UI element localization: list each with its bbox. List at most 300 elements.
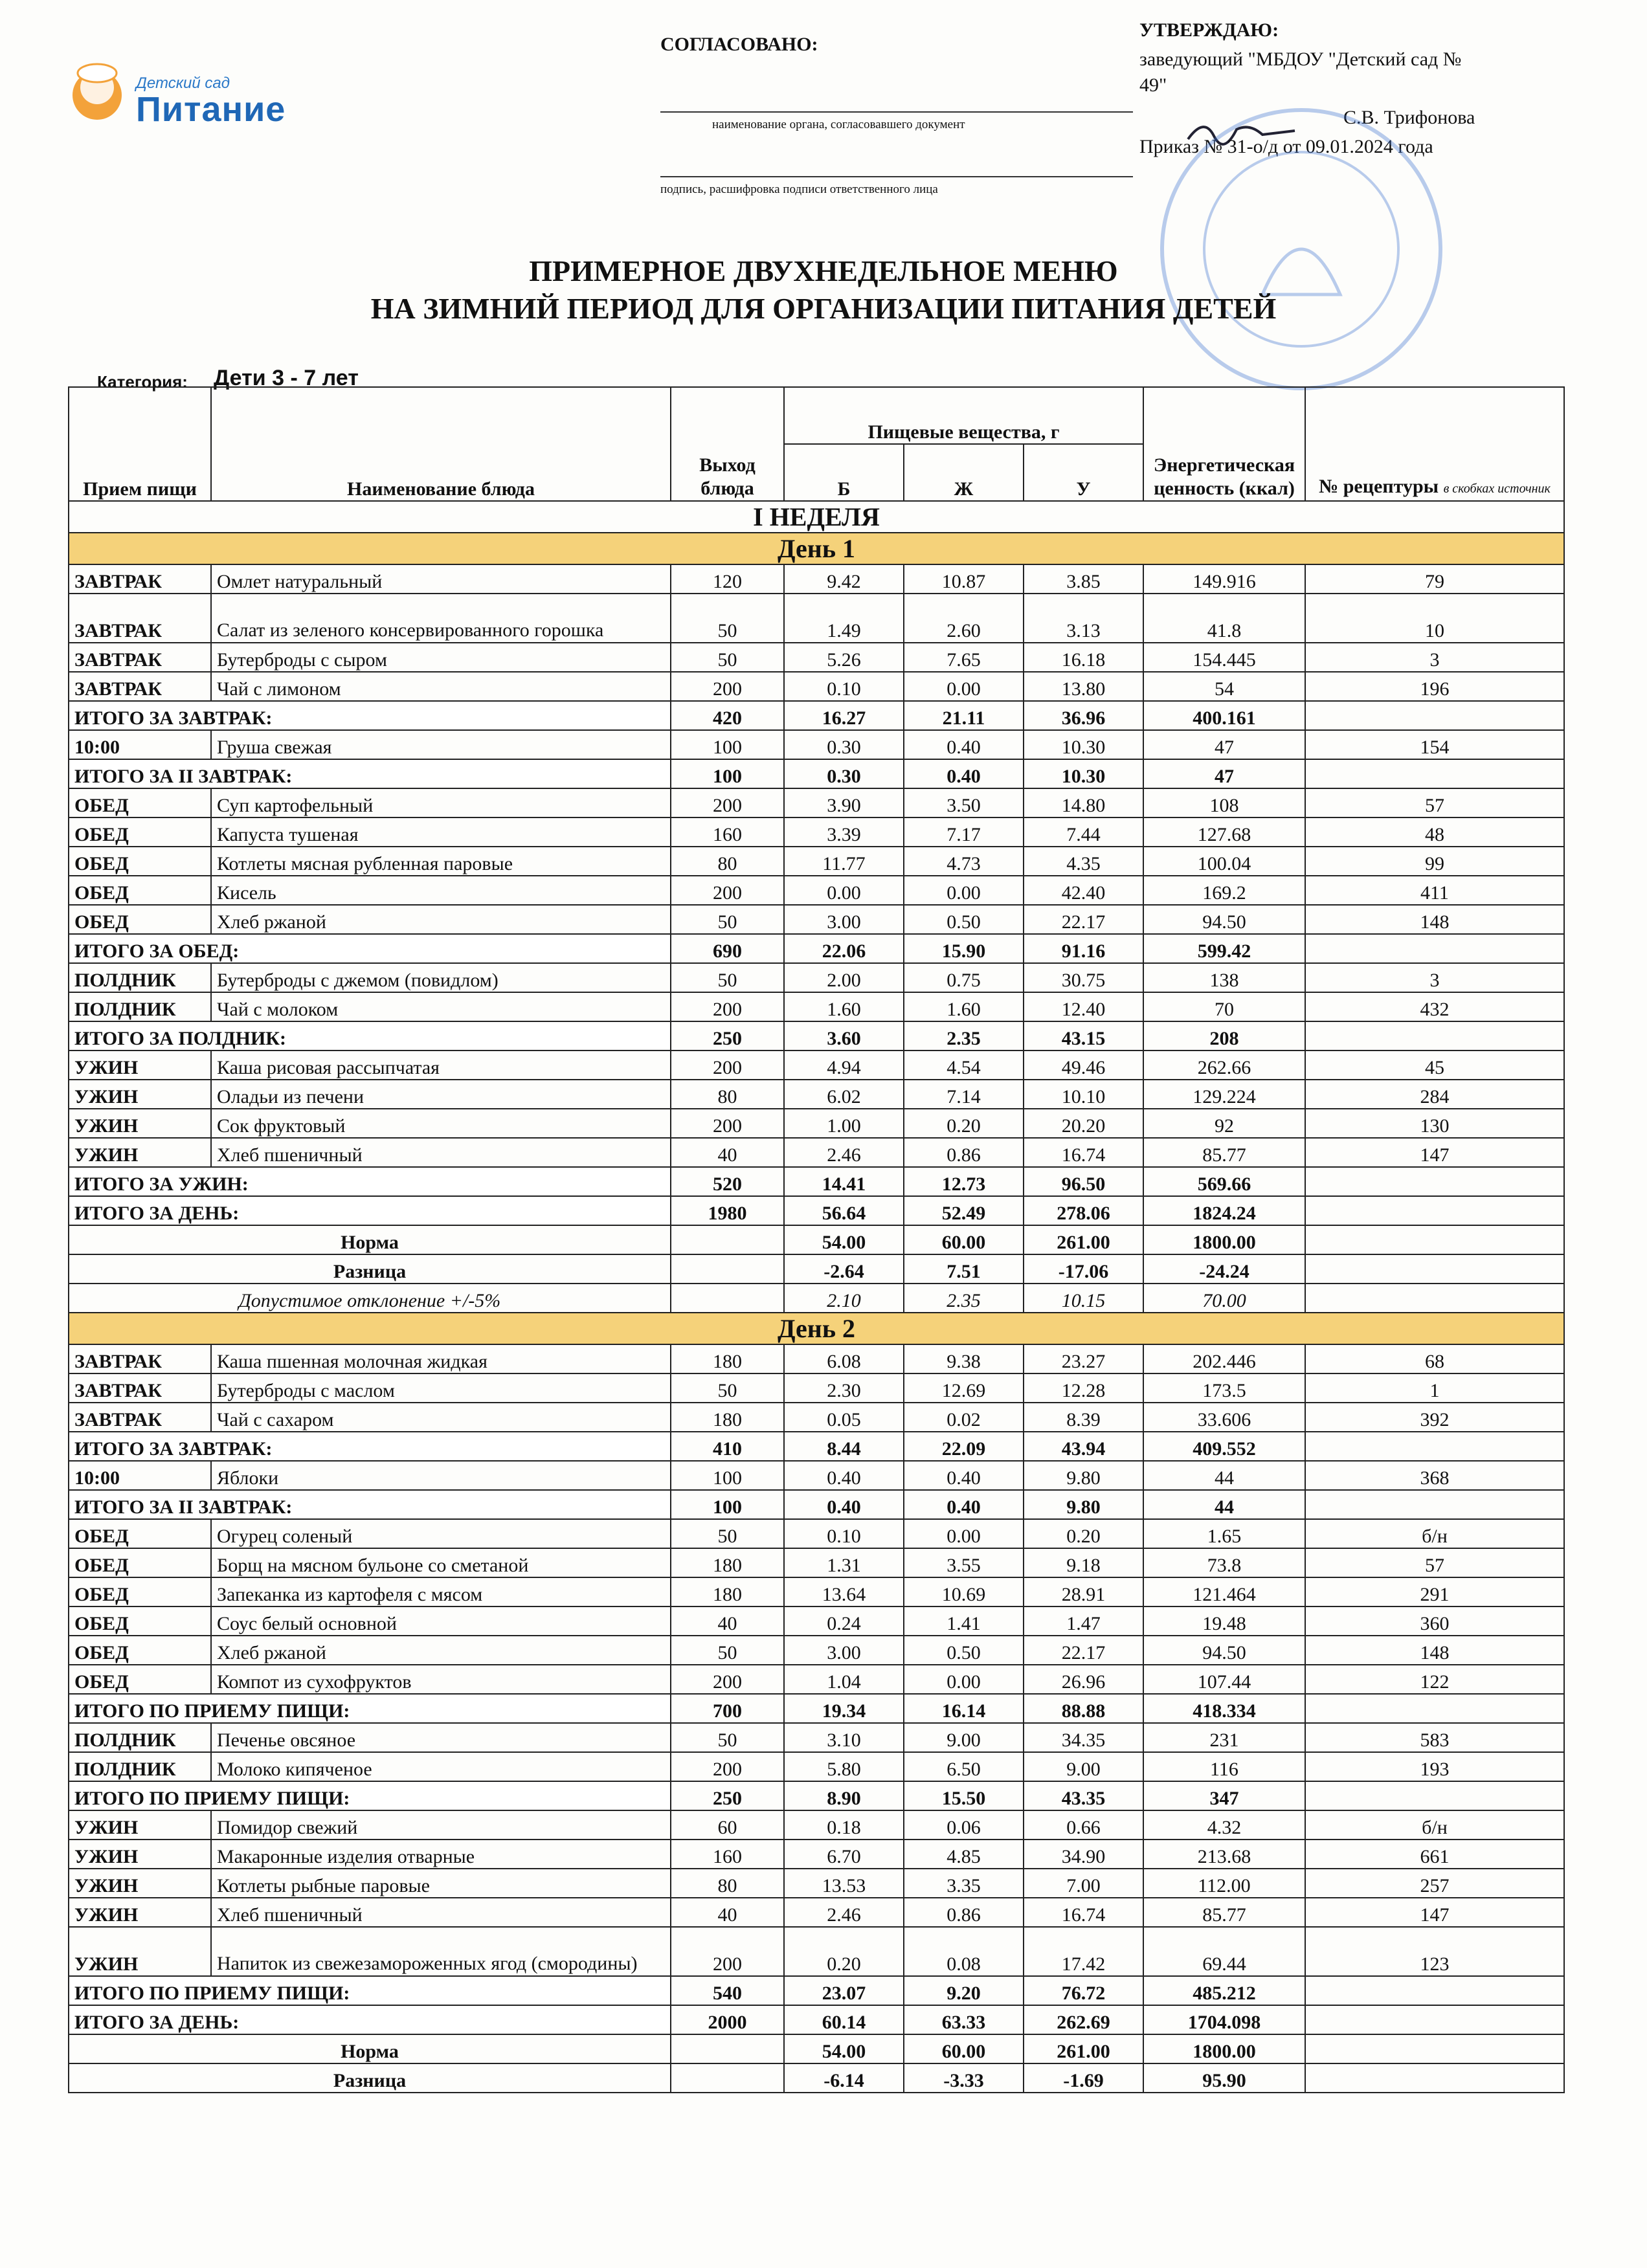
meal-type: ПОЛДНИК: [69, 1723, 211, 1752]
value-e: 1800.00: [1143, 2034, 1305, 2063]
value-out: 540: [671, 1976, 784, 2005]
value-r: [1305, 1694, 1564, 1723]
meal-type: ОБЕД: [69, 847, 211, 876]
value-e: 73.8: [1143, 1548, 1305, 1577]
value-b: 0.18: [784, 1810, 904, 1840]
col-recipe: [1305, 387, 1564, 501]
meal-type: УЖИН: [69, 1898, 211, 1927]
day-row: [69, 533, 1564, 564]
value-r: 411: [1305, 876, 1564, 905]
value-e: 1800.00: [1143, 1225, 1305, 1254]
norm-row: [69, 2034, 1564, 2063]
value-zh: 2.60: [904, 594, 1024, 643]
value-b: 11.77: [784, 847, 904, 876]
value-u: 9.80: [1024, 1461, 1143, 1490]
value-zh: 0.20: [904, 1109, 1024, 1138]
meal-type: ЗАВТРАК: [69, 1373, 211, 1403]
value-out: 180: [671, 1577, 784, 1606]
value-out: 700: [671, 1694, 784, 1723]
value-u: 16.18: [1024, 643, 1143, 672]
value-u: -17.06: [1024, 1254, 1143, 1284]
value-e: 400.161: [1143, 701, 1305, 730]
value-out: 120: [671, 564, 784, 594]
table-row: [69, 1723, 1564, 1752]
value-zh: 9.38: [904, 1344, 1024, 1373]
value-e: 138: [1143, 963, 1305, 992]
value-b: 3.00: [784, 905, 904, 934]
day-title: День 1: [69, 533, 1564, 564]
value-zh: 7.14: [904, 1080, 1024, 1109]
agreed-line-2: [660, 176, 1133, 177]
value-e: 108: [1143, 788, 1305, 817]
value-u: 8.39: [1024, 1403, 1143, 1432]
total-label: ИТОГО ЗА ДЕНЬ:: [69, 1196, 671, 1225]
value-zh: 0.00: [904, 672, 1024, 701]
value-u: 16.74: [1024, 1898, 1143, 1927]
value-r: 57: [1305, 788, 1564, 817]
dish-name: Компот из сухофруктов: [211, 1665, 671, 1694]
value-e: 92: [1143, 1109, 1305, 1138]
table-row: [69, 963, 1564, 992]
value-e: 85.77: [1143, 1138, 1305, 1167]
value-out: 180: [671, 1548, 784, 1577]
dish-name: Макаронные изделия отварные: [211, 1840, 671, 1869]
dish-name: Котлеты рыбные паровые: [211, 1869, 671, 1898]
table-row: [69, 1752, 1564, 1781]
value-zh: 4.73: [904, 847, 1024, 876]
value-e: 4.32: [1143, 1810, 1305, 1840]
dish-name: Котлеты мясная рубленная паровые: [211, 847, 671, 876]
total-row: [69, 2005, 1564, 2034]
value-zh: 1.41: [904, 1606, 1024, 1636]
value-out: 100: [671, 1490, 784, 1519]
value-e: 112.00: [1143, 1869, 1305, 1898]
meal-type: ОБЕД: [69, 817, 211, 847]
value-zh: 2.35: [904, 1021, 1024, 1051]
value-e: 100.04: [1143, 847, 1305, 876]
value-u: 36.96: [1024, 701, 1143, 730]
value-zh: 0.40: [904, 1461, 1024, 1490]
value-r: б/н: [1305, 1519, 1564, 1548]
value-r: 154: [1305, 730, 1564, 759]
value-b: 3.00: [784, 1636, 904, 1665]
value-e: 1704.098: [1143, 2005, 1305, 2034]
meal-type: ЗАВТРАК: [69, 564, 211, 594]
value-e: 409.552: [1143, 1432, 1305, 1461]
value-r: 291: [1305, 1577, 1564, 1606]
norm-row: [69, 1254, 1564, 1284]
dish-name: Запеканка из картофеля с мясом: [211, 1577, 671, 1606]
dish-name: Чай с молоком: [211, 992, 671, 1021]
value-u: 278.06: [1024, 1196, 1143, 1225]
value-out: [671, 2063, 784, 2093]
value-u: 7.44: [1024, 817, 1143, 847]
value-b: 1.04: [784, 1665, 904, 1694]
value-u: 3.85: [1024, 564, 1143, 594]
value-out: 2000: [671, 2005, 784, 2034]
value-r: 79: [1305, 564, 1564, 594]
dish-name: Каша рисовая рассыпчатая: [211, 1051, 671, 1080]
approve-heading: УТВЕРЖДАЮ:: [1139, 19, 1279, 41]
value-u: 34.90: [1024, 1840, 1143, 1869]
value-e: 85.77: [1143, 1898, 1305, 1927]
table-row: [69, 847, 1564, 876]
norm-label: Норма: [69, 2034, 671, 2063]
table-row: [69, 1519, 1564, 1548]
value-out: 50: [671, 1636, 784, 1665]
total-label: ИТОГО ЗА ПОЛДНИК:: [69, 1021, 671, 1051]
value-u: 49.46: [1024, 1051, 1143, 1080]
value-out: 80: [671, 847, 784, 876]
table-row: [69, 564, 1564, 594]
value-e: 169.2: [1143, 876, 1305, 905]
value-e: 33.606: [1143, 1403, 1305, 1432]
value-out: 250: [671, 1781, 784, 1810]
agreed-caption-1: наименование органа, согласовавшего документ: [712, 118, 965, 131]
table-row: [69, 1080, 1564, 1109]
value-zh: 7.17: [904, 817, 1024, 847]
table-row: [69, 905, 1564, 934]
agreed-caption-2: подпись, расшифровка подписи ответственного лица: [660, 183, 938, 196]
value-b: 2.00: [784, 963, 904, 992]
value-zh: 3.50: [904, 788, 1024, 817]
table-row: [69, 1403, 1564, 1432]
value-e: 70: [1143, 992, 1305, 1021]
value-b: 56.64: [784, 1196, 904, 1225]
total-label: ИТОГО ЗА II ЗАВТРАК:: [69, 1490, 671, 1519]
value-u: 1.47: [1024, 1606, 1143, 1636]
meal-type: ПОЛДНИК: [69, 992, 211, 1021]
value-u: 261.00: [1024, 1225, 1143, 1254]
value-zh: 60.00: [904, 1225, 1024, 1254]
total-row: [69, 1976, 1564, 2005]
table-row: [69, 643, 1564, 672]
value-zh: 63.33: [904, 2005, 1024, 2034]
approve-line-2: 49": [1139, 74, 1167, 96]
value-u: 262.69: [1024, 2005, 1143, 2034]
table-row: [69, 1840, 1564, 1869]
value-r: 3: [1305, 963, 1564, 992]
table-row: [69, 817, 1564, 847]
meal-type: ОБЕД: [69, 1519, 211, 1548]
value-b: 19.34: [784, 1694, 904, 1723]
value-u: 10.15: [1024, 1284, 1143, 1313]
value-r: 661: [1305, 1840, 1564, 1869]
page-title-line-1: ПРИМЕРНОЕ ДВУХНЕДЕЛЬНОЕ МЕНЮ: [529, 254, 1118, 287]
value-b: 6.02: [784, 1080, 904, 1109]
menu-table: [68, 386, 1565, 2093]
table-row: [69, 730, 1564, 759]
total-row: [69, 759, 1564, 788]
value-r: 147: [1305, 1138, 1564, 1167]
value-u: 34.35: [1024, 1723, 1143, 1752]
value-e: 1.65: [1143, 1519, 1305, 1548]
value-e: 1824.24: [1143, 1196, 1305, 1225]
value-r: [1305, 701, 1564, 730]
value-u: 96.50: [1024, 1167, 1143, 1196]
col-meal: Прием пищи: [69, 387, 211, 501]
value-b: 13.53: [784, 1869, 904, 1898]
table-row: [69, 1461, 1564, 1490]
value-r: 193: [1305, 1752, 1564, 1781]
table-row: [69, 992, 1564, 1021]
value-r: 360: [1305, 1606, 1564, 1636]
value-e: 69.44: [1143, 1927, 1305, 1976]
meal-type: ЗАВТРАК: [69, 1344, 211, 1373]
value-b: 1.49: [784, 594, 904, 643]
meal-type: ОБЕД: [69, 1548, 211, 1577]
dish-name: Салат из зеленого консервированного горошка: [211, 594, 671, 643]
value-r: 122: [1305, 1665, 1564, 1694]
value-u: 0.20: [1024, 1519, 1143, 1548]
value-e: 154.445: [1143, 643, 1305, 672]
value-r: б/н: [1305, 1810, 1564, 1840]
value-u: 9.00: [1024, 1752, 1143, 1781]
deviation-row: [69, 1284, 1564, 1313]
dish-name: Бутерброды с джемом (повидлом): [211, 963, 671, 992]
value-out: 1980: [671, 1196, 784, 1225]
value-out: 40: [671, 1606, 784, 1636]
meal-type: УЖИН: [69, 1927, 211, 1976]
total-label: ИТОГО ЗА ЗАВТРАК:: [69, 701, 671, 730]
value-out: 200: [671, 1927, 784, 1976]
total-row: [69, 1196, 1564, 1225]
value-zh: 21.11: [904, 701, 1024, 730]
meal-type: УЖИН: [69, 1810, 211, 1840]
value-r: [1305, 1976, 1564, 2005]
value-u: 10.30: [1024, 730, 1143, 759]
value-b: -2.64: [784, 1254, 904, 1284]
value-out: 690: [671, 934, 784, 963]
value-r: [1305, 2034, 1564, 2063]
meal-type: УЖИН: [69, 1869, 211, 1898]
value-out: [671, 1225, 784, 1254]
value-out: [671, 2034, 784, 2063]
value-e: 208: [1143, 1021, 1305, 1051]
value-r: 432: [1305, 992, 1564, 1021]
value-r: 123: [1305, 1927, 1564, 1976]
value-out: 200: [671, 1665, 784, 1694]
value-zh: 0.00: [904, 876, 1024, 905]
value-e: 95.90: [1143, 2063, 1305, 2093]
dish-name: Сок фруктовый: [211, 1109, 671, 1138]
norm-row: [69, 2063, 1564, 2093]
value-out: 50: [671, 643, 784, 672]
col-dish: Наименование блюда: [211, 387, 671, 501]
value-zh: 7.51: [904, 1254, 1024, 1284]
dish-name: Яблоки: [211, 1461, 671, 1490]
stamp-image: [1152, 100, 1450, 398]
value-r: 148: [1305, 1636, 1564, 1665]
value-e: 47: [1143, 730, 1305, 759]
value-zh: 10.87: [904, 564, 1024, 594]
dish-name: Чай с сахаром: [211, 1403, 671, 1432]
meal-type: ОБЕД: [69, 876, 211, 905]
value-zh: 7.65: [904, 643, 1024, 672]
value-r: [1305, 1490, 1564, 1519]
value-r: 392: [1305, 1403, 1564, 1432]
table-row: [69, 1051, 1564, 1080]
value-b: 3.90: [784, 788, 904, 817]
value-r: 10: [1305, 594, 1564, 643]
table-row: [69, 1665, 1564, 1694]
value-b: 2.30: [784, 1373, 904, 1403]
value-out: 160: [671, 1840, 784, 1869]
value-zh: 0.86: [904, 1898, 1024, 1927]
value-out: 180: [671, 1344, 784, 1373]
value-r: 148: [1305, 905, 1564, 934]
value-e: 54: [1143, 672, 1305, 701]
meal-type: ОБЕД: [69, 1665, 211, 1694]
value-out: 50: [671, 1723, 784, 1752]
value-u: 9.80: [1024, 1490, 1143, 1519]
value-e: 569.66: [1143, 1167, 1305, 1196]
value-out: 100: [671, 1461, 784, 1490]
value-u: 76.72: [1024, 1976, 1143, 2005]
value-b: 22.06: [784, 934, 904, 963]
total-row: [69, 934, 1564, 963]
value-b: 0.05: [784, 1403, 904, 1432]
meal-type: ОБЕД: [69, 1606, 211, 1636]
value-zh: 0.50: [904, 905, 1024, 934]
value-e: 485.212: [1143, 1976, 1305, 2005]
value-u: 0.66: [1024, 1810, 1143, 1840]
value-u: 17.42: [1024, 1927, 1143, 1976]
total-row: [69, 1021, 1564, 1051]
value-zh: 10.69: [904, 1577, 1024, 1606]
dish-name: Груша свежая: [211, 730, 671, 759]
value-u: 12.28: [1024, 1373, 1143, 1403]
value-e: 116: [1143, 1752, 1305, 1781]
meal-type: ЗАВТРАК: [69, 643, 211, 672]
value-out: 520: [671, 1167, 784, 1196]
value-b: 2.46: [784, 1898, 904, 1927]
value-b: 16.27: [784, 701, 904, 730]
total-label: ИТОГО ЗА ДЕНЬ:: [69, 2005, 671, 2034]
total-label: ИТОГО ЗА ЗАВТРАК:: [69, 1432, 671, 1461]
value-b: 3.39: [784, 817, 904, 847]
value-u: 23.27: [1024, 1344, 1143, 1373]
value-u: 9.18: [1024, 1548, 1143, 1577]
value-u: 43.35: [1024, 1781, 1143, 1810]
value-out: 50: [671, 1519, 784, 1548]
total-label: ИТОГО ЗА УЖИН:: [69, 1167, 671, 1196]
deviation-label: Допустимое отклонение +/-5%: [69, 1284, 671, 1313]
table-row: [69, 1606, 1564, 1636]
value-e: 213.68: [1143, 1840, 1305, 1869]
day-title: День 2: [69, 1313, 1564, 1344]
value-out: 200: [671, 1109, 784, 1138]
table-row: [69, 1898, 1564, 1927]
value-r: 3: [1305, 643, 1564, 672]
value-e: 44: [1143, 1461, 1305, 1490]
col-u: У: [1024, 444, 1143, 501]
value-r: [1305, 1021, 1564, 1051]
total-row: [69, 701, 1564, 730]
week-row: [69, 501, 1564, 533]
total-row: [69, 1694, 1564, 1723]
dish-name: Напиток из свежезамороженных ягод (смородины): [211, 1927, 671, 1976]
meal-type: ОБЕД: [69, 1636, 211, 1665]
value-b: 5.80: [784, 1752, 904, 1781]
menu-body: [69, 387, 1564, 2093]
col-yield: Выход блюда: [671, 387, 784, 501]
value-r: [1305, 1432, 1564, 1461]
value-u: 13.80: [1024, 672, 1143, 701]
value-out: 40: [671, 1138, 784, 1167]
dish-name: Хлеб пшеничный: [211, 1898, 671, 1927]
value-out: 200: [671, 876, 784, 905]
value-b: 8.44: [784, 1432, 904, 1461]
value-r: [1305, 1284, 1564, 1313]
dish-name: Бутерброды с сыром: [211, 643, 671, 672]
value-zh: 0.40: [904, 1490, 1024, 1519]
col-nutrients: Пищевые вещества, г: [784, 387, 1143, 444]
meal-type: ПОЛДНИК: [69, 1752, 211, 1781]
day-row: [69, 1313, 1564, 1344]
value-out: 100: [671, 759, 784, 788]
norm-row: [69, 1225, 1564, 1254]
value-r: 57: [1305, 1548, 1564, 1577]
value-out: 200: [671, 992, 784, 1021]
value-out: 50: [671, 594, 784, 643]
value-r: [1305, 2005, 1564, 2034]
value-u: 12.40: [1024, 992, 1143, 1021]
value-r: [1305, 1781, 1564, 1810]
value-u: 3.13: [1024, 594, 1143, 643]
value-b: 9.42: [784, 564, 904, 594]
table-row: [69, 1810, 1564, 1840]
value-u: 10.30: [1024, 759, 1143, 788]
value-b: 0.40: [784, 1490, 904, 1519]
value-b: 3.10: [784, 1723, 904, 1752]
table-row: [69, 594, 1564, 643]
value-out: [671, 1284, 784, 1313]
value-out: 200: [671, 672, 784, 701]
value-e: 149.916: [1143, 564, 1305, 594]
table-row: [69, 1577, 1564, 1606]
value-b: 60.14: [784, 2005, 904, 2034]
meal-type: ПОЛДНИК: [69, 963, 211, 992]
total-row: [69, 1167, 1564, 1196]
value-u: 30.75: [1024, 963, 1143, 992]
col-zh: Ж: [904, 444, 1024, 501]
value-b: 0.00: [784, 876, 904, 905]
value-zh: 3.35: [904, 1869, 1024, 1898]
value-zh: 0.06: [904, 1810, 1024, 1840]
value-out: 50: [671, 963, 784, 992]
meal-type: ОБЕД: [69, 1577, 211, 1606]
value-zh: 0.00: [904, 1665, 1024, 1694]
value-out: 180: [671, 1403, 784, 1432]
value-u: 10.10: [1024, 1080, 1143, 1109]
table-header-row: [69, 387, 1564, 444]
value-b: 6.08: [784, 1344, 904, 1373]
total-row: [69, 1490, 1564, 1519]
meal-type: 10:00: [69, 1461, 211, 1490]
value-zh: 2.35: [904, 1284, 1024, 1313]
meal-type: ЗАВТРАК: [69, 594, 211, 643]
total-label: ИТОГО ЗА II ЗАВТРАК:: [69, 759, 671, 788]
dish-name: Хлеб пшеничный: [211, 1138, 671, 1167]
value-b: 0.40: [784, 1461, 904, 1490]
col-energy: Энергетическая ценность (ккал): [1143, 387, 1305, 501]
value-zh: 4.85: [904, 1840, 1024, 1869]
norm-label: Разница: [69, 2063, 671, 2093]
value-e: 418.334: [1143, 1694, 1305, 1723]
dish-name: Огурец соленый: [211, 1519, 671, 1548]
value-u: 20.20: [1024, 1109, 1143, 1138]
